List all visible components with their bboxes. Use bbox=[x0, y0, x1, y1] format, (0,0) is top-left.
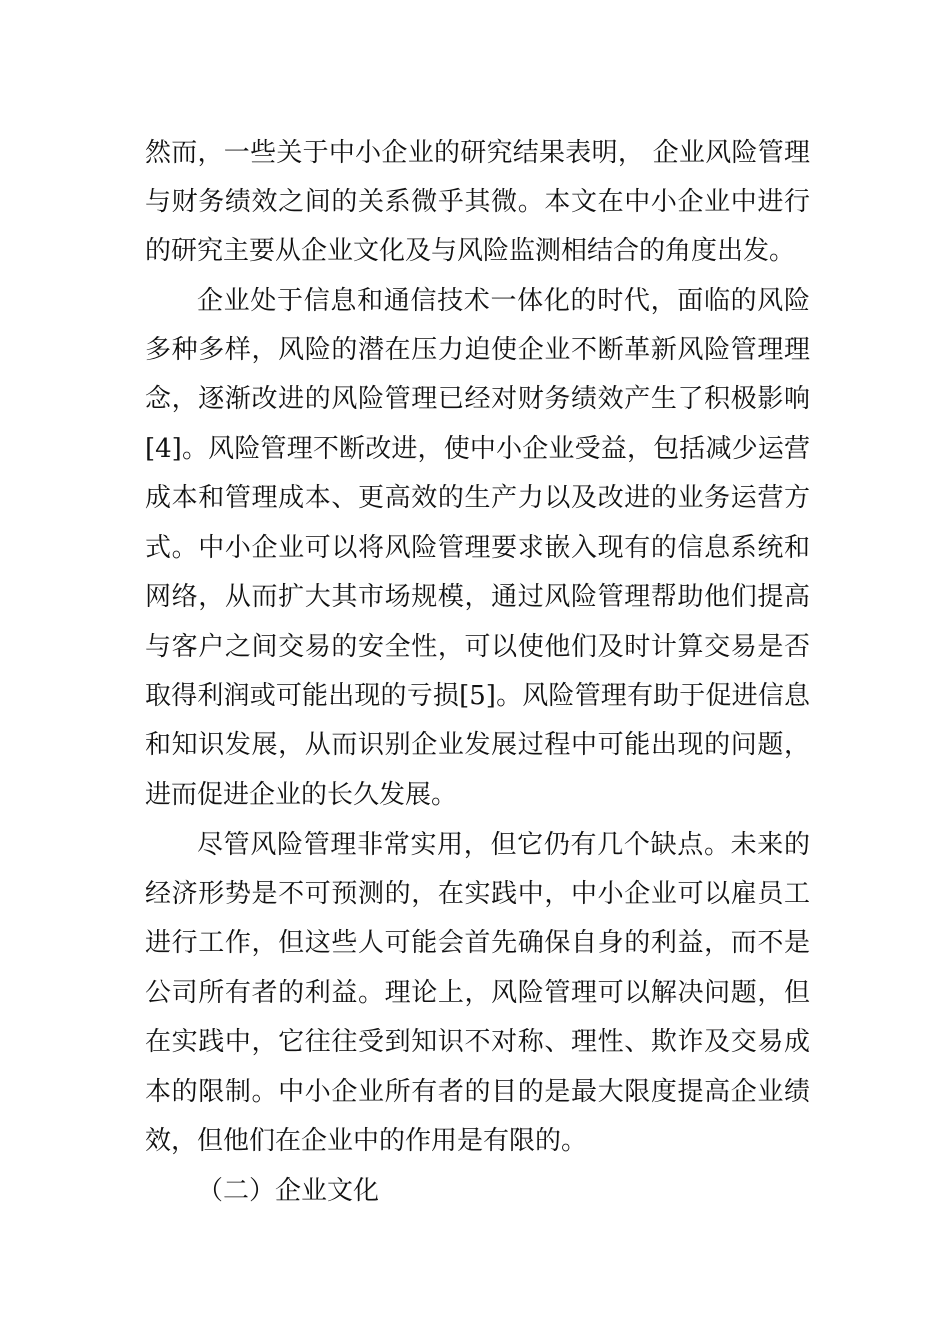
paragraph-1-line-2: 与财务绩效之间的关系微乎其微。本文在中小企业中进行 bbox=[145, 187, 810, 217]
paragraph-2-line-10: 和知识发展，从而识别企业发展过程中可能出现的问题， bbox=[145, 730, 810, 760]
paragraph-2-line-1: 企业处于信息和通信技术一体化的时代，面临的风险 bbox=[197, 286, 810, 316]
paragraph-3-line-1: 尽管风险管理非常实用，但它仍有几个缺点。未来的 bbox=[197, 830, 810, 860]
paragraph-3-line-5: 在实践中，它往往受到知识不对称、理性、欺诈及交易成 bbox=[145, 1027, 810, 1057]
paragraph-2-line-7: 网络，从而扩大其市场规模，通过风险管理帮助他们提高 bbox=[145, 582, 810, 612]
paragraph-2-line-11: 进而促进企业的长久发展。 bbox=[145, 780, 458, 810]
paragraph-3-line-3: 进行工作，但这些人可能会首先确保自身的利益，而不是 bbox=[145, 928, 810, 958]
paragraph-3-line-2: 经济形势是不可预测的，在实践中，中小企业可以雇员工 bbox=[145, 879, 810, 909]
paragraph-2-line-5: 成本和管理成本、更高效的生产力以及改进的业务运营方 bbox=[145, 483, 810, 513]
paragraph-2-line-6: 式。中小企业可以将风险管理要求嵌入现有的信息系统和 bbox=[145, 533, 810, 563]
paragraph-1-line-3: 的研究主要从企业文化及与风险监测相结合的角度出发。 bbox=[145, 236, 796, 266]
paragraph-3-line-7: 效，但他们在企业中的作用是有限的。 bbox=[145, 1126, 588, 1156]
paragraph-3-line-6: 本的限制。中小企业所有者的目的是最大限度提高企业绩 bbox=[145, 1077, 810, 1107]
section-heading: （二）企业文化 bbox=[197, 1176, 380, 1206]
paragraph-3-line-4: 公司所有者的利益。理论上，风险管理可以解决问题，但 bbox=[145, 978, 810, 1008]
paragraph-2-line-8: 与客户之间交易的安全性，可以使他们及时计算交易是否 bbox=[145, 632, 810, 662]
paragraph-2-line-4: [4]。风险管理不断改进，使中小企业受益，包括减少运营 bbox=[145, 434, 810, 464]
paragraph-2-line-9: 取得利润或可能出现的亏损[5]。风险管理有助于促进信息 bbox=[145, 681, 810, 711]
paragraph-1-line-1: 然而，一些关于中小企业的研究结果表明， 企业风险管理 bbox=[145, 138, 810, 168]
paragraph-2-line-2: 多种多样，风险的潜在压力迫使企业不断革新风险管理理 bbox=[145, 335, 810, 365]
paragraph-2-line-3: 念，逐渐改进的风险管理已经对财务绩效产生了积极影响 bbox=[145, 384, 810, 414]
